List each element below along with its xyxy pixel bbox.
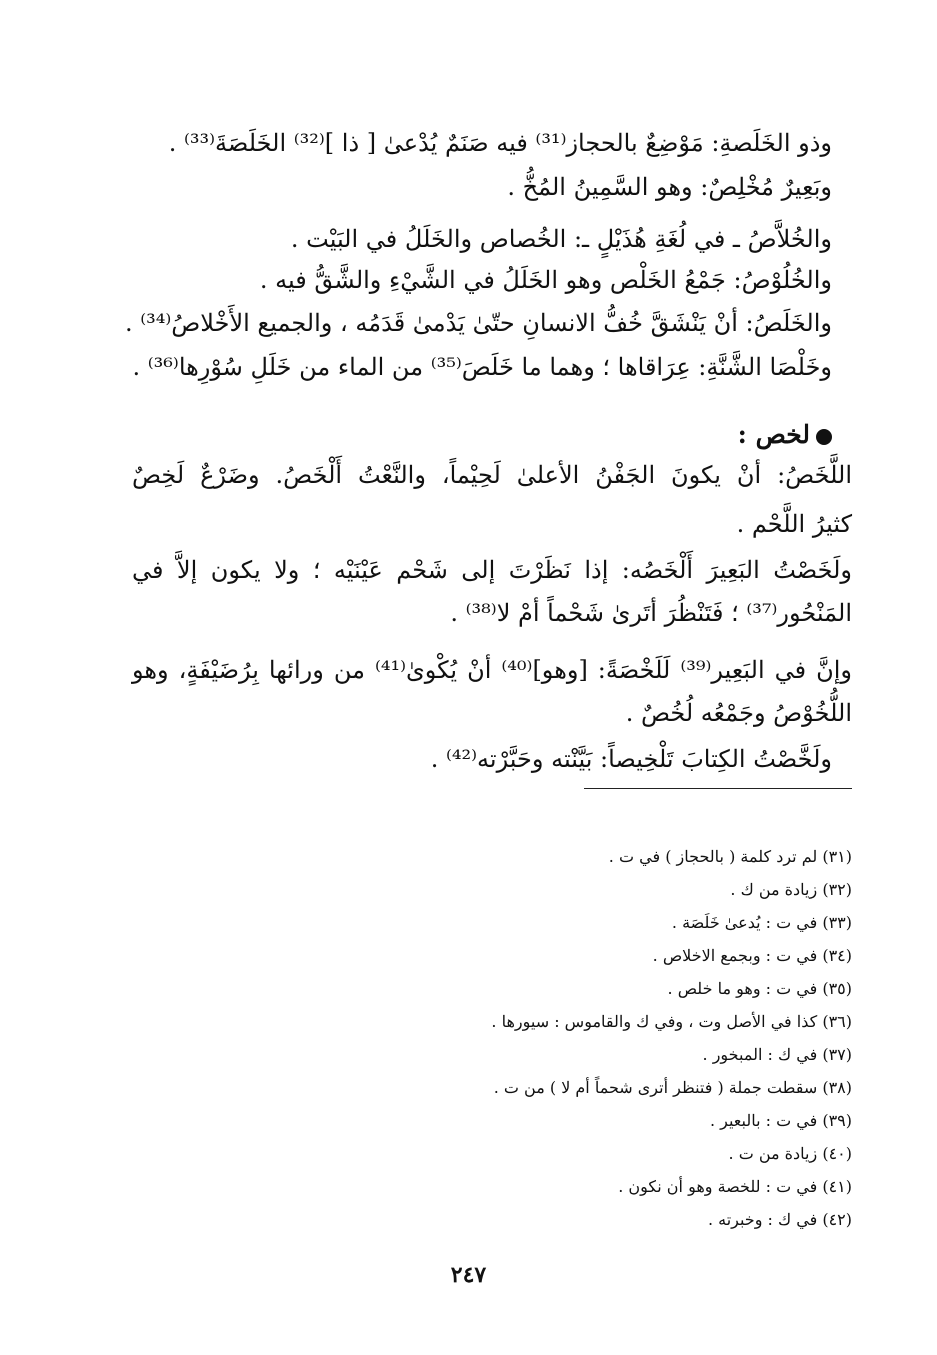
footnote: (٤٠) زيادة من ت . (728, 1144, 852, 1163)
footnote: (٣٤) في ت : وبجمع الاخلاص . (652, 946, 852, 965)
footnote: (٣٦) كذا في الأصل وت ، وفي ك والقاموس : سيورها . (491, 1012, 852, 1031)
footnote: (٤١) في ت : للخصة وهو أن نكون . (618, 1177, 852, 1196)
section-line: اللَّخَصُ: أنْ يكونَ الجَفْنُ الأعلىٰ لَحِيْماً، والنَّعْتُ أَلْخَصُ. وضَرْعٌ لَخِصٌ (132, 461, 852, 489)
bullet-icon (816, 429, 832, 445)
section-line: وإنَّ في البَعِير⁽³⁹⁾ لَلَخْصَةً: [وهو]⁽⁴⁰⁾ أنْ يُكْوىٰ⁽⁴¹⁾ من ورائها بِرُضَيْفَةٍ، وهو (132, 656, 852, 684)
section-line: ولَخَصْتُ البَعِيرَ أَلْخَصُه: إذا نَظَرْتَ إلى شَحْم عَيْنَيْه ؛ ولا يكون إلاَّ في (132, 556, 852, 584)
section-line: كثيرُ اللَّحْم . (736, 510, 852, 538)
section-line: المَنْحُور⁽³⁷⁾ ؛ فَتَنْظُرَ أتَرىٰ شَحْماً أمْ لا⁽³⁸⁾ . (450, 599, 852, 627)
footnote: (٣٣) في ت : يُدعىٰ خَلَصَة . (671, 913, 852, 932)
section-line: اللُّخُوْصُ وجَمْعُه لُخُصٌ . (625, 699, 852, 727)
entry-line: والخُلُوْصُ: جَمْعُ الخَلْص وهو الخَلَلُ في الشَّيْءِ والشَّقُّ فيه . (259, 266, 832, 294)
footnote: (٣٢) زيادة من ك . (730, 880, 852, 899)
entry-line: والخَلَصُ: أنْ يَنْشَقَّ خُفُّ الانسانِ حتّىٰ يَدْمىٰ قَدَمُه ، والجميع الأَخْلاصُ⁽³⁴⁾ . (124, 309, 832, 337)
footnote: (٣٩) في ت : بالبعير . (709, 1111, 852, 1130)
footnote: (٣٥) في ت : وهو ما خلص . (667, 979, 852, 998)
section-line: ولَخَّصْتُ الكِتابَ تَلْخِيصاً: بَيَّنْته وحَبَّرْته⁽⁴²⁾ . (430, 745, 832, 773)
entry-line: والخُلاَّصُ ـ في لُغَةِ هُذَيْلٍ ـ: الخُصاص والخَلَلُ في البَيْت . (290, 225, 832, 253)
page-number: ٢٤٧ (450, 1262, 487, 1288)
footnote: (٣٨) سقطت جملة ( فتنظر أترى شحماً أم لا ) من ت . (493, 1078, 852, 1097)
entry-line: وخَلْصَا الشَّنَّةِ: عِرَاقاها ؛ وهما ما خَلَصَ⁽³⁵⁾ من الماء من خَلَلِ سُوْرِها⁽³⁶⁾ . (132, 353, 832, 381)
footnote: (٣٧) في ك : المبخور . (702, 1045, 852, 1064)
footnote: (٤٢) في ك : وخبرته . (707, 1210, 852, 1229)
footnote: (٣١) لم ترد كلمة ( بالحجاز ) في ت . (608, 847, 852, 866)
entry-line: وذو الخَلَصةِ: مَوْضِعٌ بالحجاز⁽³¹⁾ فيه صَنَمٌ يُدْعىٰ [ ذا ]⁽³²⁾ الخَلَصَةَ⁽³³⁾ . (168, 129, 832, 157)
footnote-separator (584, 788, 852, 789)
section-heading (632, 418, 832, 452)
entry-line: وبَعِيرٌ مُخْلِصٌ: وهو السَّمِينُ المُخُّ . (507, 173, 832, 201)
section-heading-text: لخص : (737, 420, 810, 449)
